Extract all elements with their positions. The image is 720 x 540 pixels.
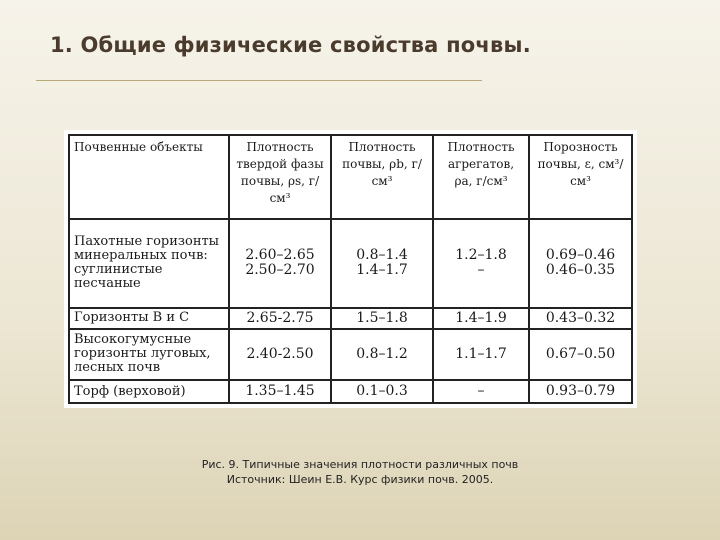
value: 1.4–1.9 <box>455 309 507 326</box>
porosity-cell <box>529 329 632 381</box>
table-row <box>69 380 632 403</box>
value: 2.50–2.70 <box>245 262 315 279</box>
aggregate-density-cell <box>433 380 529 403</box>
value: – <box>477 383 485 400</box>
value: 1.35–1.45 <box>245 383 315 400</box>
value: 1.5–1.8 <box>356 309 408 326</box>
value: – <box>477 262 485 279</box>
soil-density-cell <box>331 380 433 403</box>
value: 1.4–1.7 <box>356 262 408 279</box>
value: 2.40-2.50 <box>246 345 314 362</box>
value: 0.93–0.79 <box>545 383 616 400</box>
value: 2.60–2.65 <box>245 247 315 264</box>
table-row <box>69 308 632 329</box>
soil-density-cell <box>331 308 433 329</box>
header-soil-density: Плотность почвы, ρb, г/см³ <box>331 135 433 219</box>
value: 0.8–1.4 <box>356 247 408 264</box>
row-object-name: Пахотные горизонты минеральных почв: суглинистые песчаные <box>69 219 229 308</box>
soil-density-table <box>68 134 633 404</box>
table-figure <box>64 130 637 408</box>
value: 0.43–0.32 <box>545 309 616 326</box>
solid-density-cell <box>229 308 331 329</box>
value: 0.8–1.2 <box>356 345 408 362</box>
value: 2.65-2.75 <box>246 309 314 326</box>
table-row <box>69 219 632 308</box>
title-divider <box>36 80 482 81</box>
solid-density-cell <box>229 329 331 381</box>
solid-density-cell <box>229 219 331 308</box>
header-aggregate-density: Плотность агрегатов, ρa, г/см³ <box>433 135 529 219</box>
soil-density-cell <box>331 219 433 308</box>
aggregate-density-cell <box>433 219 529 308</box>
solid-density-cell <box>229 380 331 403</box>
slide-title: 1. Общие физические свойства почвы. <box>50 33 531 57</box>
header-porosity: Порозность почвы, ε, см³/см³ <box>529 135 632 219</box>
value: 0.46–0.35 <box>545 262 616 279</box>
row-object-name: Высокогумусные горизонты луговых, лесных почв <box>69 329 229 381</box>
porosity-cell <box>529 380 632 403</box>
source-caption: Источник: Шеин Е.В. Курс физики почв. 2005. <box>226 473 494 486</box>
value: 0.69–0.46 <box>545 247 616 264</box>
aggregate-density-cell <box>433 308 529 329</box>
value: 1.1–1.7 <box>455 345 507 362</box>
figure-caption: Рис. 9. Типичные значения плотности различных почв <box>201 458 519 471</box>
header-solid-density: Плотность твердой фазы почвы, ρs, г/см³ <box>229 135 331 219</box>
header-soil-objects: Почвенные объекты <box>69 135 229 219</box>
table-row <box>69 329 632 381</box>
row-object-name: Горизонты В и С <box>69 308 229 329</box>
value: 0.67–0.50 <box>545 345 616 362</box>
row-object-name: Торф (верховой) <box>69 380 229 403</box>
porosity-cell <box>529 308 632 329</box>
value: 0.1–0.3 <box>356 383 408 400</box>
aggregate-density-cell <box>433 329 529 381</box>
table-header-row <box>69 135 632 219</box>
value: 1.2–1.8 <box>455 247 507 264</box>
soil-density-cell <box>331 329 433 381</box>
porosity-cell <box>529 219 632 308</box>
